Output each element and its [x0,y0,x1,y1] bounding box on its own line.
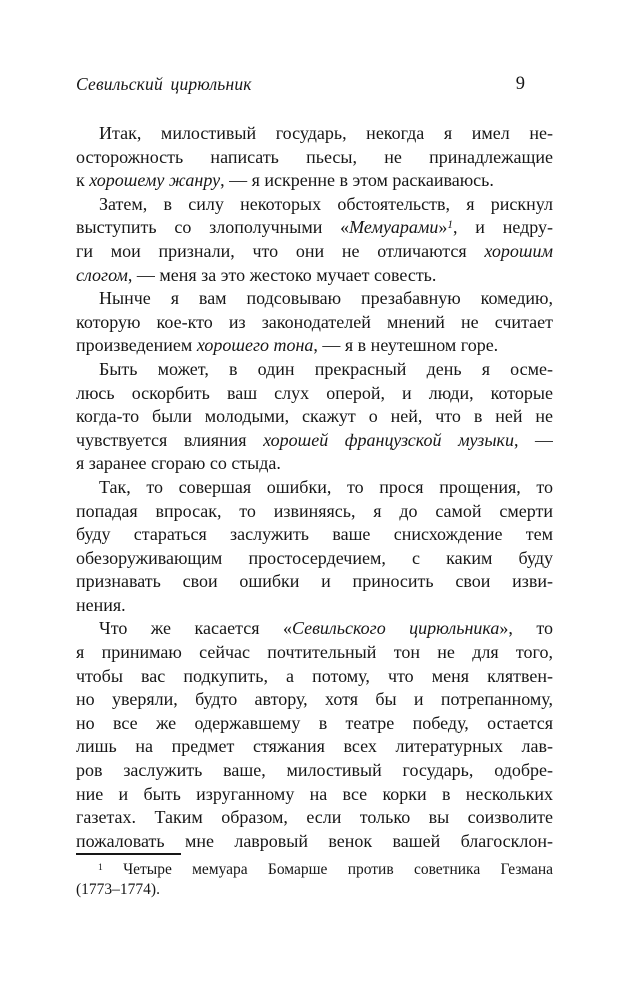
text-run: , и недру- [453,217,553,238]
text-line [76,712,553,736]
text-line [76,193,553,217]
text-run: ние и быть изруганному на все корки в нескольких [76,783,553,804]
text-line [76,476,553,500]
text-run: когда-то были молодыми, скажут о ней, что в ней не [76,406,553,427]
text-run: произведением [76,335,197,356]
text-run: к [76,170,90,191]
text-line [76,783,553,807]
text-run: », то [499,618,553,639]
text-run: выступить со злополучными « [76,217,350,238]
text-run: но все же одержавшему в театре победу, остается [76,712,553,733]
text-run: газетах. Таким образом, если только вы соизволите [76,807,553,828]
text-line [76,523,553,547]
text-run: чтобы вас подкупить, а потому, что меня клятвен- [76,665,553,686]
footnote-section [76,853,553,899]
running-title: Севильский цирюльник [76,74,252,94]
emphasized-text: хорошим [484,240,553,261]
text-run: ров заслужить ваше, милостивый государь, одобре- [76,760,553,781]
emphasized-text: хорошего тона [196,335,314,356]
text-line [76,617,553,641]
text-run: которую кое-кто из законодателей мнений не считает [76,311,553,332]
text-line [76,570,553,594]
text-run: чувствуется влияния [76,429,264,450]
text-run: Затем, в силу некоторых обстоятельств, я рискнул [99,193,553,214]
text-run: Итак, милостивый государь, некогда я имел не- [99,123,553,143]
text-run: Так, то совершая ошибки, то прося прощения, то [99,476,553,497]
text-run: но уверяли, будто автору, хотя бы и потрепанному, [76,689,553,710]
text-run: попадая впросак, то извиняясь, я до самой смерти [76,500,553,521]
page-number: 9 [515,74,525,94]
text-run: ги мои признали, что они не отличаются [76,240,485,261]
paragraph [76,617,553,853]
text-line [76,806,553,830]
text-line [76,665,553,689]
text-line [76,240,553,264]
text-run: обезоруживающим простосердечием, с каким буду [76,547,553,568]
text-line [76,287,553,311]
text-line [76,311,553,335]
footnote-text [76,860,553,899]
text-line [76,860,553,880]
emphasized-text: Мемуарами [349,217,439,238]
text-line [76,429,553,453]
text-run: люсь оскорбить ваш слух оперой, и люди, которые [76,382,553,403]
text-line [76,405,553,429]
paragraph [76,358,553,476]
paragraph [76,476,553,618]
footnote-reference: 1 [98,861,103,873]
text-line [76,169,553,193]
paragraph [76,860,553,899]
text-run: признавать свои ошибки и приносить свои изви- [76,571,553,592]
text-run: , — [513,429,553,450]
emphasized-text: хорошей французской музыки [263,429,514,450]
text-run: , — меня за это жестоко мучает совесть. [127,264,437,285]
paragraph [76,122,553,193]
paragraph [76,193,553,287]
text-run: Нынче я вам подсовываю презабавную комедию, [99,288,553,309]
text-line [76,547,553,571]
emphasized-text: хорошему жанру [89,170,221,191]
text-run: (1773–1774). [76,880,160,898]
text-run: осторожность написать пьесы, не принадлежащие [76,146,553,167]
paragraph [76,287,553,358]
emphasized-text: слогом [76,264,128,285]
text-line [76,688,553,712]
text-run: Что же касается « [99,618,292,639]
text-line [76,452,553,476]
text-line [76,122,553,146]
footnote-reference: 1 [447,219,453,232]
text-line [76,382,553,406]
text-line [76,358,553,382]
text-run: я принимаю сейчас почтительный тон не для того, [76,642,553,663]
page-header [76,73,553,95]
text-line [76,759,553,783]
text-run: , — я в неутешном горе. [313,335,499,356]
text-run: нения. [76,594,126,615]
text-run: пожаловать мне лавровый венок вашей благосклон- [76,830,553,851]
text-run: буду стараться заслужить ваше снисхождение тем [76,524,553,545]
text-line [76,264,553,288]
text-run: я заранее сгораю со стыда. [76,453,281,474]
text-run: Быть может, в один прекрасный день я осме- [99,358,553,379]
footnote-divider [76,853,181,855]
text-line [76,880,553,900]
text-run: , — я искренне в этом раскаиваюсь. [220,170,494,191]
text-line [76,594,553,618]
text-line [76,146,553,170]
text-line [76,500,553,524]
text-line [76,641,553,665]
text-line [76,334,553,358]
text-line [76,830,553,854]
text-run: » [438,217,448,238]
body-text [76,122,553,853]
text-run: Четыре мемуара Бомарше против советника Гезмана [102,861,553,878]
text-run: лишь на предмет стяжания всех литературных лав- [76,736,553,757]
text-line [76,216,553,240]
text-line [76,735,553,759]
emphasized-text: Севильского цирюльника [291,618,500,639]
